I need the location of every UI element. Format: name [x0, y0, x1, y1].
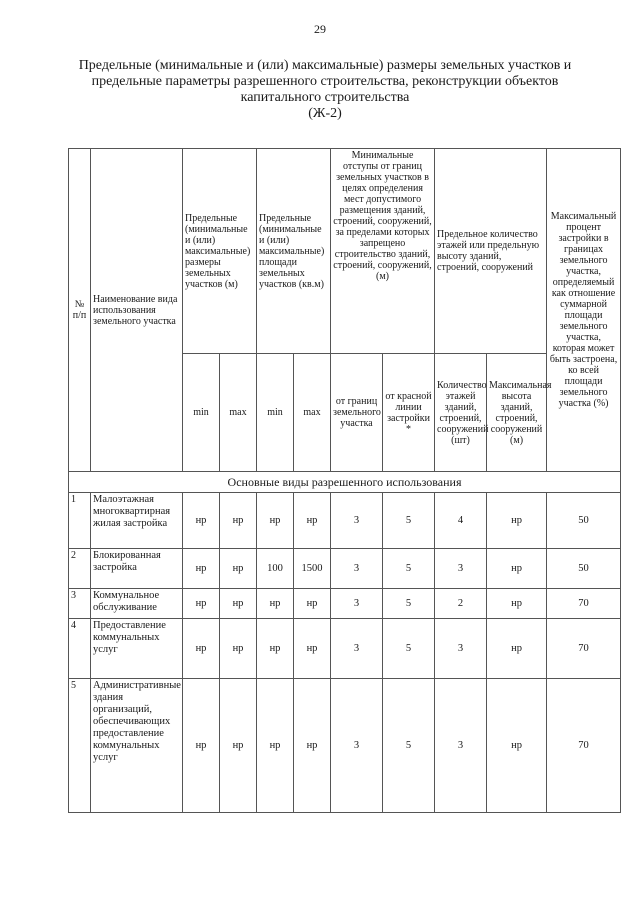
cell-value: нр: [294, 493, 331, 549]
table-row: [69, 589, 621, 619]
cell-value: 3: [435, 619, 487, 679]
cell-value: нр: [294, 679, 331, 813]
cell-value: 5: [383, 589, 435, 619]
cell-value: нр: [183, 589, 220, 619]
table-row: [69, 679, 621, 813]
row-number: 4: [69, 619, 91, 679]
header-setbacks: Минимальные отступы от границ земельных участков в целях определения мест допустимого размещения зданий, строений, сооружений, за пределами которых запрещено строительство зданий, строений, сооружений, (м): [331, 149, 435, 354]
cell-value: нр: [487, 493, 547, 549]
cell-value: 3: [331, 589, 383, 619]
cell-value: 2: [435, 589, 487, 619]
header-floors: Предельное количество этажей или предельную высоту зданий, строений, сооружений: [435, 149, 547, 354]
cell-value: 4: [435, 493, 487, 549]
header-num: № п/п: [69, 149, 91, 472]
cell-value: 70: [547, 619, 621, 679]
cell-value: нр: [487, 679, 547, 813]
row-number: 2: [69, 549, 91, 589]
title-line: предельные параметры разрешенного строительства, реконструкции объектов: [91, 74, 559, 89]
cell-value: 70: [547, 679, 621, 813]
cell-value: 5: [383, 549, 435, 589]
table-row: [69, 493, 621, 549]
cell-value: нр: [257, 679, 294, 813]
cell-value: нр: [487, 549, 547, 589]
parameters-table: [68, 148, 621, 813]
cell-value: 3: [435, 679, 487, 813]
header-from-red-line: от красной линии застройки *: [383, 354, 435, 472]
page-number: 29: [314, 22, 326, 36]
cell-value: нр: [183, 679, 220, 813]
header-min: min: [257, 354, 294, 472]
cell-value: нр: [487, 589, 547, 619]
cell-value: нр: [487, 619, 547, 679]
cell-value: 3: [331, 493, 383, 549]
cell-value: 3: [331, 549, 383, 589]
cell-value: 70: [547, 589, 621, 619]
row-name: Коммунальное обслуживание: [91, 589, 183, 619]
cell-value: 100: [257, 549, 294, 589]
header-floor-count: Количество этажей зданий, строений, сооружений (шт): [435, 354, 487, 472]
cell-value: нр: [183, 619, 220, 679]
cell-value: нр: [220, 619, 257, 679]
cell-value: нр: [220, 589, 257, 619]
cell-value: 3: [331, 679, 383, 813]
cell-value: 1500: [294, 549, 331, 589]
section-heading: Основные виды разрешенного использования: [69, 472, 621, 493]
row-name: Административные здания организаций, обеспечивающих предоставление коммунальных услуг: [91, 679, 183, 813]
cell-value: нр: [257, 619, 294, 679]
cell-value: нр: [220, 549, 257, 589]
row-name: Малоэтажная многоквартирная жилая застройка: [91, 493, 183, 549]
row-number: 5: [69, 679, 91, 813]
table-row: [69, 549, 621, 589]
header-lot-area: Предельные (минимальные и (или) максимальные) площади земельных участков (кв.м): [257, 149, 331, 354]
title-line: капитального строительства: [240, 90, 410, 105]
cell-value: нр: [220, 493, 257, 549]
title-line: Предельные (минимальные и (или) максимальные) размеры земельных участков и: [78, 58, 572, 73]
cell-value: 50: [547, 493, 621, 549]
header-max: max: [220, 354, 257, 472]
header-name: Наименование вида использования земельного участка: [91, 149, 183, 472]
cell-value: нр: [183, 493, 220, 549]
table-row: [69, 619, 621, 679]
cell-value: 5: [383, 619, 435, 679]
document-title: [60, 58, 590, 122]
cell-value: 5: [383, 493, 435, 549]
title-zone-code: (Ж-2): [308, 106, 342, 121]
cell-value: 5: [383, 679, 435, 813]
header-from-lot: от границ земельного участка: [331, 354, 383, 472]
header-max-height: Максимальная высота зданий, строений, сооружений (м): [487, 354, 547, 472]
cell-value: 50: [547, 549, 621, 589]
row-name: Блокированная застройка: [91, 549, 183, 589]
row-name: Предоставление коммунальных услуг: [91, 619, 183, 679]
cell-value: нр: [257, 493, 294, 549]
cell-value: 3: [331, 619, 383, 679]
cell-value: нр: [294, 619, 331, 679]
header-lot-size: Предельные (минимальные и (или) максимальные) размеры земельных участков (м): [183, 149, 257, 354]
header-coverage: Максимальный процент застройки в границах земельного участка, определяемый как отношение суммарной площади земельного участка, которая может быть застроена, ко всей площади земельного участка (%): [547, 149, 621, 472]
cell-value: нр: [294, 589, 331, 619]
cell-value: нр: [220, 679, 257, 813]
cell-value: нр: [257, 589, 294, 619]
row-number: 1: [69, 493, 91, 549]
cell-value: нр: [183, 549, 220, 589]
cell-value: 3: [435, 549, 487, 589]
header-max: max: [294, 354, 331, 472]
row-number: 3: [69, 589, 91, 619]
header-min: min: [183, 354, 220, 472]
